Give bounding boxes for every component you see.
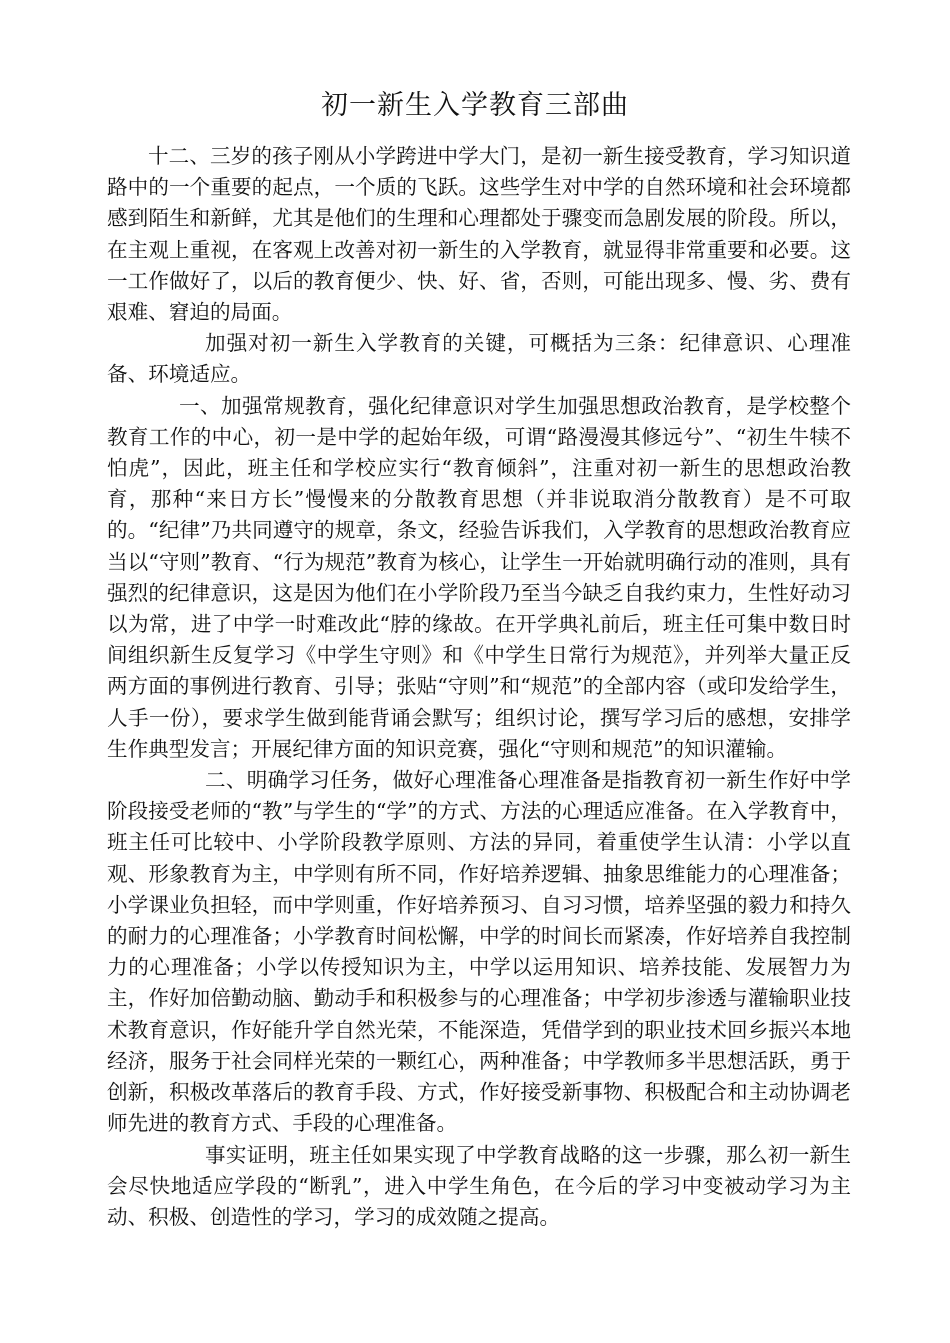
paragraph-conclusion: 事实证明，班主任如果实现了中学教育战略的这一步骤，那么初一新生会尽快地适应学段的“断乳”，进入中学生角色，在今后的学习中变被动学习为主动、积极、创造性的学习，学习的成效随之提高。 — [107, 1142, 851, 1229]
paragraph-psychology: 二、明确学习任务，做好心理准备心理准备是指教育初一新生作好中学阶段接受老师的“教”与学生的“学”的方式、方法的心理适应准备。在入学教育中，班主任可比较中、小学阶段教学原则、方法的异同，着重使学生认清：小学以直观、形象教育为主，中学则有所不同，作好培养逻辑、抽象思维能力的心理准备；小学课业负担轻，而中学则重，作好培养预习、自习习惯，培养坚强的毅力和持久的耐力的心理准备；小学教育时间松懈，中学的时间长而紧凑，作好培养自我控制力的心理准备；小学以传授知识为主，中学以运用知识、培养技能、发展智力为主，作好加倍勤动脑、勤动手和积极参与的心理准备；中学初步渗透与灌输职业技术教育意识，作好能升学自然光荣，不能深造，凭借学到的职业技术回乡振兴本地经济，服务于社会同样光荣的一颗红心，两种准备；中学教师多半思想活跃，勇于创新，积极改革落后的教育手段、方式，作好接受新事物、积极配合和主动协调老师先进的教育方式、手段的心理准备。 — [107, 768, 851, 1136]
document-title: 初一新生入学教育三部曲 — [321, 90, 629, 121]
paragraph-intro: 十二、三岁的孩子刚从小学跨进中学大门，是初一新生接受教育，学习知识道路中的一个重要的起点，一个质的飞跃。这些学生对中学的自然环境和社会环境都感到陌生和新鲜，尤其是他们的生理和心理都处于骤变而急剧发展的阶段。所以，在主观上重视，在客观上改善对初一新生的入学教育，就显得非常重要和必要。这一工作做好了，以后的教育便少、快、好、省，否则，可能出现多、慢、劣、费有艰难、窘迫的局面。 — [107, 144, 851, 325]
paragraph-key-points: 加强对初一新生入学教育的关键，可概括为三条：纪律意识、心理准备、环境适应。 — [107, 331, 851, 387]
paragraph-discipline: 一、加强常规教育，强化纪律意识对学生加强思想政治教育，是学校整个教育工作的中心，初一是中学的起始年级，可谓“路漫漫其修远兮”、“初生牛犊不怕虎”，因此，班主任和学校应实行“教育倾斜”，注重对初一新生的思想政治教育，那种“来日方长”慢慢来的分散教育思想（并非说取消分散教育）是不可取的。“纪律”乃共同遵守的规章，条文，经验告诉我们，入学教育的思想政治教育应当以“守则”教育、“行为规范”教育为核心，让学生一开始就明确行动的准则，具有强烈的纪律意识，这是因为他们在小学阶段乃至当今缺乏自我约束力，生性好动习以为常，进了中学一时难改此“脖的缘故。在开学典礼前后，班主任可集中数日时间组织新生反复学习《中学生守则》和《中学生日常行为规范》，并列举大量正反两方面的事例进行教育、引导；张贴“守则”和“规范”的全部内容（或印发给学生，人手一份），要求学生做到能背诵会默写；组织讨论，撰写学习后的感想，安排学生作典型发言；开展纪律方面的知识竞赛，强化“守则和规范”的知识灌输。 — [107, 393, 851, 761]
document-body — [107, 141, 851, 1233]
